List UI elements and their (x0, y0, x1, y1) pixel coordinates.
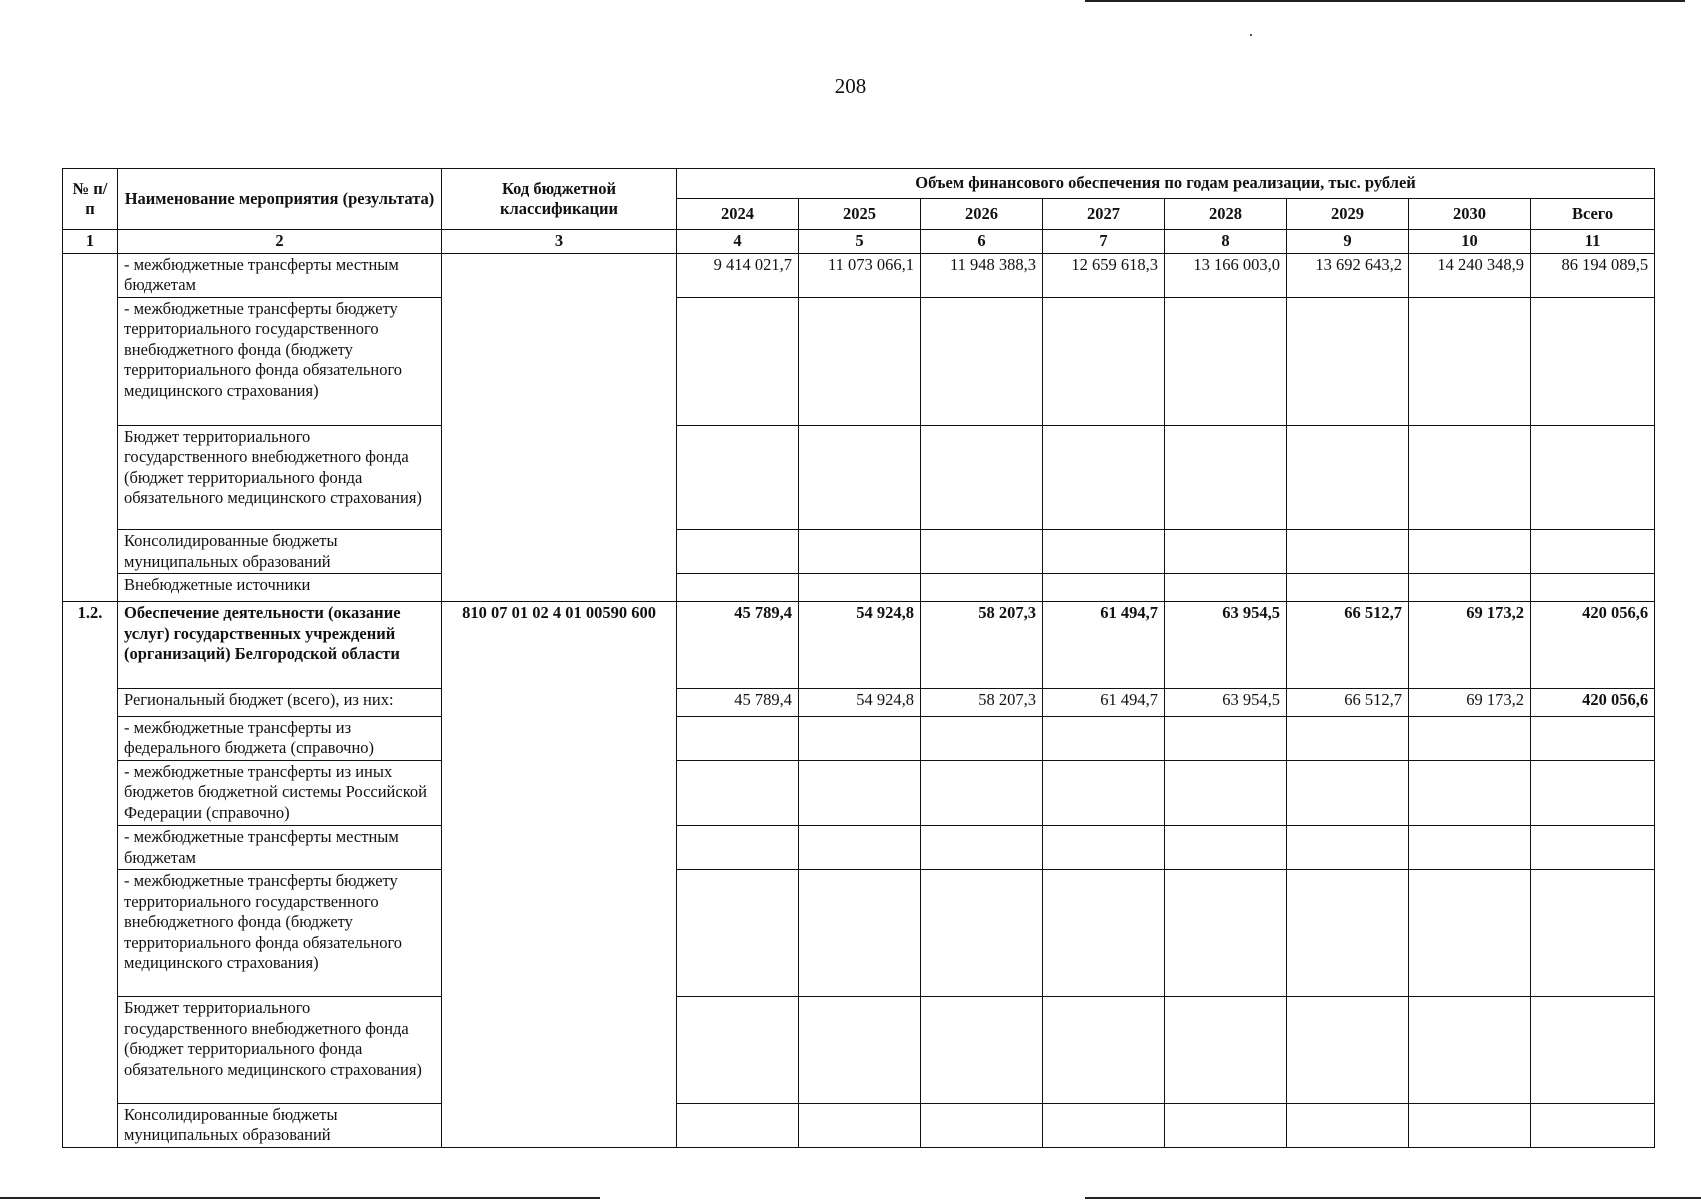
value-cell (1287, 997, 1409, 1103)
row-name: - межбюджетные трансферты из иных бюджетов бюджетной системы Российской Федерации (справочно) (118, 760, 442, 825)
value-cell: 14 240 348,9 (1409, 253, 1531, 297)
value-cell-total (1531, 716, 1655, 760)
row-name: Региональный бюджет (всего), из них: (118, 688, 442, 716)
value-cell (1287, 574, 1409, 602)
table-row (63, 1103, 1655, 1147)
value-cell (677, 297, 799, 425)
value-cell (1043, 530, 1165, 574)
row-name-title: Обеспечение деятельности (оказание услуг) государственных учреждений (организаций) Белгородской области (118, 602, 442, 688)
value-cell-total: 86 194 089,5 (1531, 253, 1655, 297)
value-cell-total (1531, 425, 1655, 529)
column-number: 2 (118, 230, 442, 254)
value-cell (1165, 425, 1287, 529)
row-name: - межбюджетные трансферты местным бюджетам (118, 253, 442, 297)
value-cell (1409, 826, 1531, 870)
value-cell: 45 789,4 (677, 688, 799, 716)
value-cell (799, 870, 921, 997)
row-name: Внебюджетные источники (118, 574, 442, 602)
value-cell (677, 826, 799, 870)
value-cell (921, 997, 1043, 1103)
value-cell (1043, 574, 1165, 602)
value-cell (677, 716, 799, 760)
value-cell (1409, 297, 1531, 425)
value-cell: 63 954,5 (1165, 688, 1287, 716)
scan-artifact-dot (1250, 34, 1252, 36)
table-row (63, 253, 1655, 297)
value-cell (677, 760, 799, 825)
value-cell (921, 870, 1043, 997)
value-cell (1165, 716, 1287, 760)
value-cell (1165, 760, 1287, 825)
value-cell-total (1531, 574, 1655, 602)
header-year: 2030 (1409, 199, 1531, 230)
value-cell (1165, 530, 1287, 574)
header-year: 2024 (677, 199, 799, 230)
value-cell (1409, 1103, 1531, 1147)
table-row-section-title (63, 602, 1655, 688)
table-row (63, 297, 1655, 425)
value-cell (799, 425, 921, 529)
value-cell (1165, 574, 1287, 602)
column-number: 5 (799, 230, 921, 254)
value-cell (1409, 870, 1531, 997)
table-row (63, 870, 1655, 997)
header-year: 2029 (1287, 199, 1409, 230)
value-cell: 12 659 618,3 (1043, 253, 1165, 297)
value-cell (921, 716, 1043, 760)
value-cell (1043, 870, 1165, 997)
value-cell (799, 760, 921, 825)
value-cell-total: 420 056,6 (1531, 602, 1655, 688)
value-cell: 58 207,3 (921, 602, 1043, 688)
header-year: 2027 (1043, 199, 1165, 230)
value-cell (1043, 760, 1165, 825)
row-name: - межбюджетные трансферты местным бюджетам (118, 826, 442, 870)
column-number: 6 (921, 230, 1043, 254)
table-row (63, 826, 1655, 870)
value-cell: 45 789,4 (677, 602, 799, 688)
value-cell (1165, 297, 1287, 425)
value-cell (1409, 574, 1531, 602)
value-cell (921, 574, 1043, 602)
value-cell: 61 494,7 (1043, 602, 1165, 688)
value-cell (1165, 826, 1287, 870)
value-cell (677, 870, 799, 997)
table-row (63, 688, 1655, 716)
header-row-top (63, 169, 1655, 199)
value-cell: 69 173,2 (1409, 688, 1531, 716)
value-cell: 11 948 388,3 (921, 253, 1043, 297)
value-cell (1287, 826, 1409, 870)
value-cell (921, 760, 1043, 825)
header-year: 2028 (1165, 199, 1287, 230)
value-cell (1287, 716, 1409, 760)
value-cell (1043, 1103, 1165, 1147)
value-cell: 54 924,8 (799, 602, 921, 688)
value-cell-total (1531, 997, 1655, 1103)
table-row (63, 530, 1655, 574)
value-cell (1043, 297, 1165, 425)
value-cell (677, 425, 799, 529)
value-cell (1409, 530, 1531, 574)
budget-table (62, 168, 1655, 1148)
table-row (63, 716, 1655, 760)
value-cell (1409, 425, 1531, 529)
scan-artifact-bottom-line-right (1085, 1197, 1701, 1199)
header-name: Наименование мероприятия (результата) (118, 169, 442, 230)
value-cell (1287, 297, 1409, 425)
scan-artifact-top-line (1085, 0, 1685, 2)
row-name: Консолидированные бюджеты муниципальных образований (118, 1103, 442, 1147)
value-cell (677, 530, 799, 574)
value-cell (799, 997, 921, 1103)
value-cell: 69 173,2 (1409, 602, 1531, 688)
scan-artifact-bottom-line (0, 1197, 600, 1199)
value-cell (799, 716, 921, 760)
column-number: 1 (63, 230, 118, 254)
value-cell: 54 924,8 (799, 688, 921, 716)
value-cell (921, 425, 1043, 529)
value-cell-total (1531, 870, 1655, 997)
row-index: 1.2. (63, 602, 118, 1148)
table-row (63, 574, 1655, 602)
row-name: Бюджет территориального государственного внебюджетного фонда (бюджет территориального фонда обязательного медицинского страхования) (118, 997, 442, 1103)
value-cell-total (1531, 826, 1655, 870)
value-cell (1287, 425, 1409, 529)
header-year: 2026 (921, 199, 1043, 230)
column-number: 11 (1531, 230, 1655, 254)
header-num: № п/п (63, 169, 118, 230)
value-cell (1043, 716, 1165, 760)
budget-code: 810 07 01 02 4 01 00590 600 (442, 602, 677, 1148)
page-number: 208 (834, 74, 867, 98)
value-cell (799, 574, 921, 602)
table-row (63, 997, 1655, 1103)
value-cell (921, 826, 1043, 870)
column-number: 3 (442, 230, 677, 254)
value-cell-total (1531, 760, 1655, 825)
value-cell-total (1531, 1103, 1655, 1147)
value-cell (1043, 425, 1165, 529)
value-cell (1287, 530, 1409, 574)
value-cell (799, 826, 921, 870)
value-cell (1409, 716, 1531, 760)
value-cell (1287, 870, 1409, 997)
value-cell (1409, 760, 1531, 825)
value-cell: 61 494,7 (1043, 688, 1165, 716)
column-number: 10 (1409, 230, 1531, 254)
table-row (63, 760, 1655, 825)
value-cell-total: 420 056,6 (1531, 688, 1655, 716)
value-cell (677, 1103, 799, 1147)
value-cell: 66 512,7 (1287, 602, 1409, 688)
table-row (63, 425, 1655, 529)
row-name: - межбюджетные трансферты бюджету территориального государственного внебюджетного фонда (бюджету территориального фонда обязательного медицинского страхования) (118, 297, 442, 425)
value-cell (677, 574, 799, 602)
value-cell: 58 207,3 (921, 688, 1043, 716)
value-cell: 63 954,5 (1165, 602, 1287, 688)
value-cell (1287, 760, 1409, 825)
value-cell (1043, 997, 1165, 1103)
value-cell: 11 073 066,1 (799, 253, 921, 297)
value-cell (1043, 826, 1165, 870)
value-cell: 13 692 643,2 (1287, 253, 1409, 297)
value-cell: 13 166 003,0 (1165, 253, 1287, 297)
row-index-empty (63, 253, 118, 602)
header-total: Всего (1531, 199, 1655, 230)
value-cell (1165, 997, 1287, 1103)
value-cell (1165, 1103, 1287, 1147)
header-year: 2025 (799, 199, 921, 230)
value-cell (677, 997, 799, 1103)
column-number: 7 (1043, 230, 1165, 254)
row-name: Консолидированные бюджеты муниципальных образований (118, 530, 442, 574)
column-number: 8 (1165, 230, 1287, 254)
value-cell-total (1531, 530, 1655, 574)
value-cell (921, 297, 1043, 425)
row-name: - межбюджетные трансферты бюджету территориального государственного внебюджетного фонда (бюджету территориального фонда обязательного медицинского страхования) (118, 870, 442, 997)
value-cell (799, 530, 921, 574)
value-cell-total (1531, 297, 1655, 425)
row-name: - межбюджетные трансферты из федерального бюджета (справочно) (118, 716, 442, 760)
value-cell (799, 1103, 921, 1147)
column-number: 9 (1287, 230, 1409, 254)
value-cell (1165, 870, 1287, 997)
header-financing-group: Объем финансового обеспечения по годам реализации, тыс. рублей (677, 169, 1655, 199)
value-cell (921, 530, 1043, 574)
value-cell (921, 1103, 1043, 1147)
row-name: Бюджет территориального государственного внебюджетного фонда (бюджет территориального фонда обязательного медицинского страхования) (118, 425, 442, 529)
row-code-empty (442, 253, 677, 602)
column-number-row (63, 230, 1655, 254)
value-cell (1409, 997, 1531, 1103)
value-cell: 9 414 021,7 (677, 253, 799, 297)
header-code: Код бюджетной классификации (442, 169, 677, 230)
value-cell (799, 297, 921, 425)
column-number: 4 (677, 230, 799, 254)
value-cell: 66 512,7 (1287, 688, 1409, 716)
value-cell (1287, 1103, 1409, 1147)
